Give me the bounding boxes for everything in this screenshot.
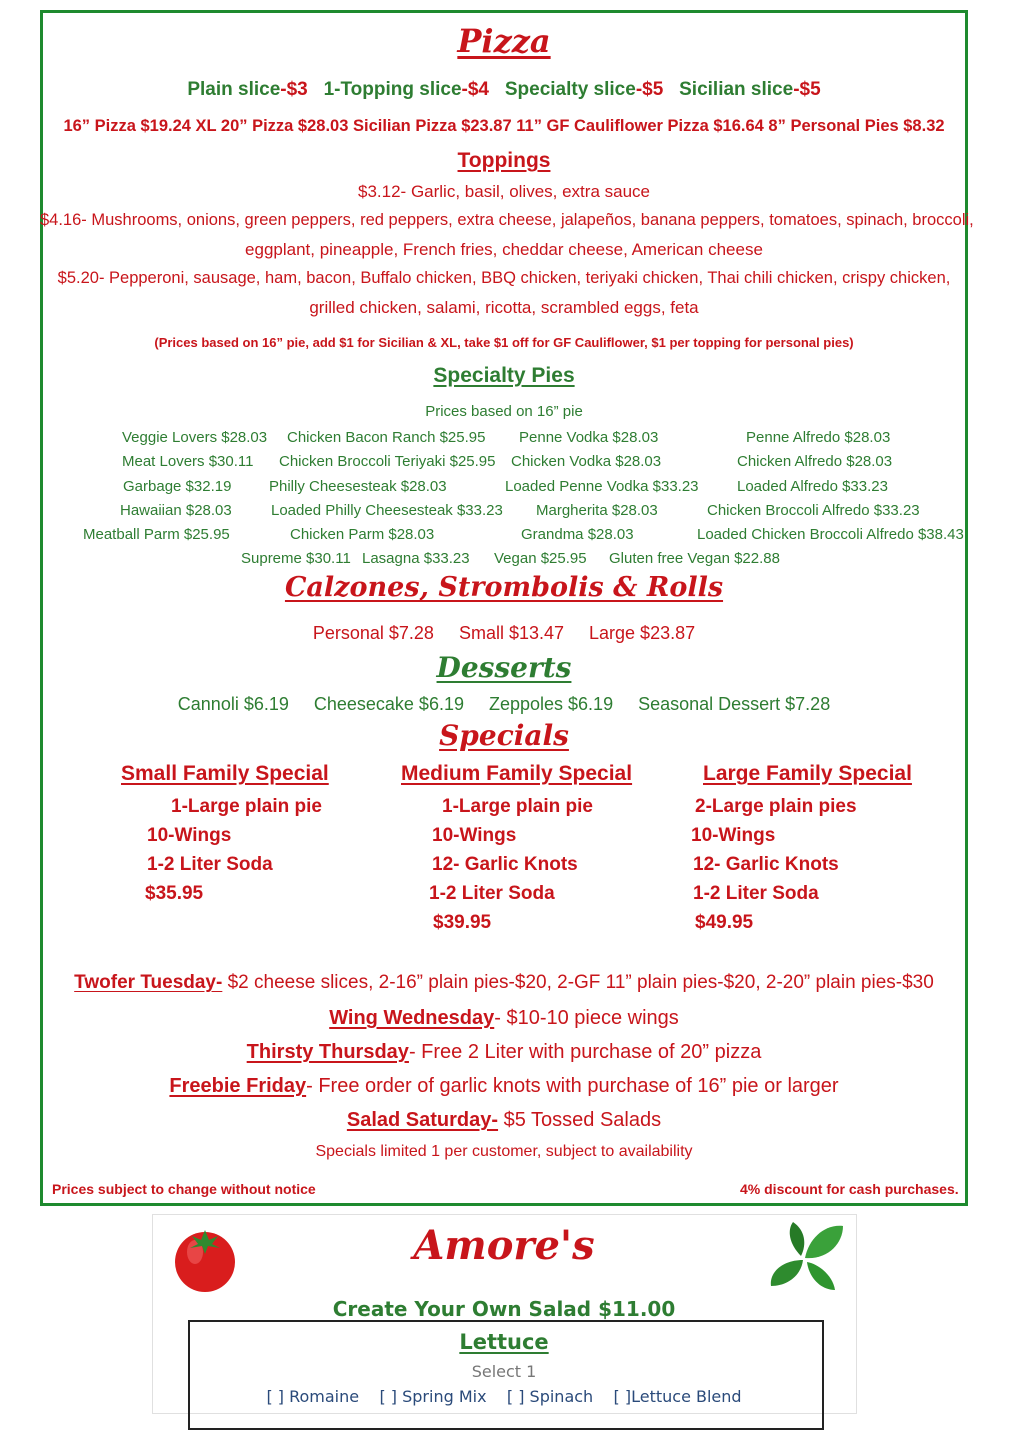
special-line: 12- Garlic Knots [693,854,839,875]
toppings-tier-1: $3.12- Garlic, basil, olives, extra sauce [358,182,650,201]
desserts-title: Desserts [436,651,572,684]
slice-item: Plain slice-$3 [187,79,308,100]
special-line: 1-Large plain pie [171,796,322,817]
calzone-prices: Personal $7.28 Small $13.47 Large $23.87 [312,623,696,643]
daily-special-wednesday: Wing Wednesday- $10-10 piece wings [329,1007,679,1029]
pizza-title: Pizza [457,22,551,60]
special-line: 1-2 Liter Soda [693,883,819,904]
specialty-item: Loaded Alfredo $33.23 [737,478,888,495]
lettuce-title: Lettuce [459,1330,549,1354]
specials-title: Specials [439,719,569,752]
special-line: 10-Wings [147,825,232,846]
specialty-item: Meat Lovers $30.11 [122,453,254,470]
special-heading: Large Family Special [703,762,912,785]
toppings-note: (Prices based on 16” pie, add $1 for Sicilian & XL, take $1 off for GF Cauliflower, $1 per topping for personal pies) [154,335,854,350]
small-family-special [121,762,329,908]
cash-discount-note: 4% discount for cash purchases. [740,1181,959,1197]
specialty-item: Lasagna $33.23 [362,550,470,567]
specialty-item: Chicken Broccoli Teriyaki $25.95 [279,453,496,470]
specialty-subtitle: Prices based on 16” pie [425,403,583,420]
specialty-item: Penne Alfredo $28.03 [746,429,891,446]
special-price: $49.95 [695,912,754,933]
special-line: 10-Wings [432,825,517,846]
specialty-item: Penne Vodka $28.03 [519,429,659,446]
specialty-item: Margherita $28.03 [536,502,658,519]
special-line: 1-Large plain pie [442,796,593,817]
special-line: 12- Garlic Knots [432,854,578,875]
toppings-title: Toppings [457,149,551,172]
slice-prices [40,79,968,101]
daily-special-tuesday: Twofer Tuesday- $2 cheese slices, 2-16” plain pies-$20, 2-GF 11” plain pies-$20, 2-20” plain pies-$30 [74,972,934,993]
specialty-item: Chicken Vodka $28.03 [511,453,662,470]
daily-special-friday: Freebie Friday- Free order of garlic knots with purchase of 16” pie or larger [169,1075,839,1097]
specialty-item: Chicken Alfredo $28.03 [737,453,893,470]
toppings-tier-2: $4.16- Mushrooms, onions, green peppers, red peppers, extra cheese, jalapeños, banana peppers, tomatoes, spinach, broccoli, [40,211,974,229]
specialty-item: Loaded Penne Vodka $33.23 [505,478,699,495]
specialty-item: Supreme $30.11 [241,550,351,567]
lettuce-option-spinach[interactable]: [ ] Spinach [506,1387,594,1406]
slice-item: Sicilian slice-$5 [679,79,821,100]
lettuce-option-romaine[interactable]: [ ] Romaine [266,1387,360,1406]
specialty-item: Garbage $32.19 [123,478,232,495]
specialty-item: Veggie Lovers $28.03 [122,429,268,446]
specialty-item: Hawaiian $28.03 [120,502,232,519]
toppings-tier-2-cont: eggplant, pineapple, French fries, cheddar cheese, American cheese [245,240,763,259]
specials-limit-note: Specials limited 1 per customer, subject to availability [315,1143,693,1160]
calzones-title: Calzones, Strombolis & Rolls [284,572,724,603]
toppings-tier-3-cont: grilled chicken, salami, ricotta, scrambled eggs, feta [309,298,699,317]
special-line: 10-Wings [691,825,776,846]
specialty-item: Gluten free Vegan $22.88 [609,550,780,567]
lettuce-option-blend[interactable]: [ ]Lettuce Blend [613,1387,742,1406]
slice-item: 1-Topping slice-$4 [323,79,489,100]
salad-title: Create Your Own Salad $11.00 [332,1297,676,1321]
lettuce-select-note: Select 1 [471,1362,537,1381]
specialty-item: Philly Cheesesteak $28.03 [269,478,447,495]
special-price: $39.95 [433,912,492,933]
special-line: 1-2 Liter Soda [429,883,555,904]
specialty-item: Chicken Parm $28.03 [290,526,435,543]
slice-item: Specialty slice-$5 [504,79,664,100]
specialty-item: Grandma $28.03 [521,526,634,543]
specialty-item: Loaded Chicken Broccoli Alfredo $38.43 [697,526,964,543]
large-family-special [691,762,912,937]
special-heading: Medium Family Special [401,762,633,785]
brand-logo: Amore's [413,1222,595,1269]
specialty-item: Loaded Philly Cheesesteak $33.23 [271,502,503,519]
toppings-tier-3: $5.20- Pepperoni, sausage, ham, bacon, Buffalo chicken, BBQ chicken, teriyaki chicken, Thai chili chicken, crispy chicken, [57,269,951,287]
special-line: 2-Large plain pies [695,796,857,817]
specialty-item: Vegan $25.95 [494,550,587,567]
lettuce-options [40,1387,968,1406]
specialty-item: Meatball Parm $25.95 [83,526,230,543]
pie-prices: 16” Pizza $19.24 XL 20” Pizza $28.03 Sicilian Pizza $23.87 11” GF Cauliflower Pizza $16.64 8” Personal Pies $8.32 [63,117,945,135]
daily-special-saturday: Salad Saturday- $5 Tossed Salads [346,1109,662,1131]
special-price: $35.95 [145,883,204,904]
lettuce-option-spring-mix[interactable]: [ ] Spring Mix [379,1387,487,1406]
specialty-title: Specialty Pies [433,364,575,387]
medium-family-special [401,762,632,937]
special-heading: Small Family Special [121,762,329,785]
specialty-item: Chicken Broccoli Alfredo $33.23 [707,502,920,519]
dessert-prices: Cannoli $6.19 Cheesecake $6.19 Zeppoles $6.19 Seasonal Dessert $7.28 [177,694,831,714]
special-line: 1-2 Liter Soda [147,854,273,875]
price-change-note: Prices subject to change without notice [52,1181,316,1197]
daily-special-thursday: Thirsty Thursday- Free 2 Liter with purchase of 20” pizza [246,1041,762,1063]
specialty-item: Chicken Bacon Ranch $25.95 [287,429,486,446]
